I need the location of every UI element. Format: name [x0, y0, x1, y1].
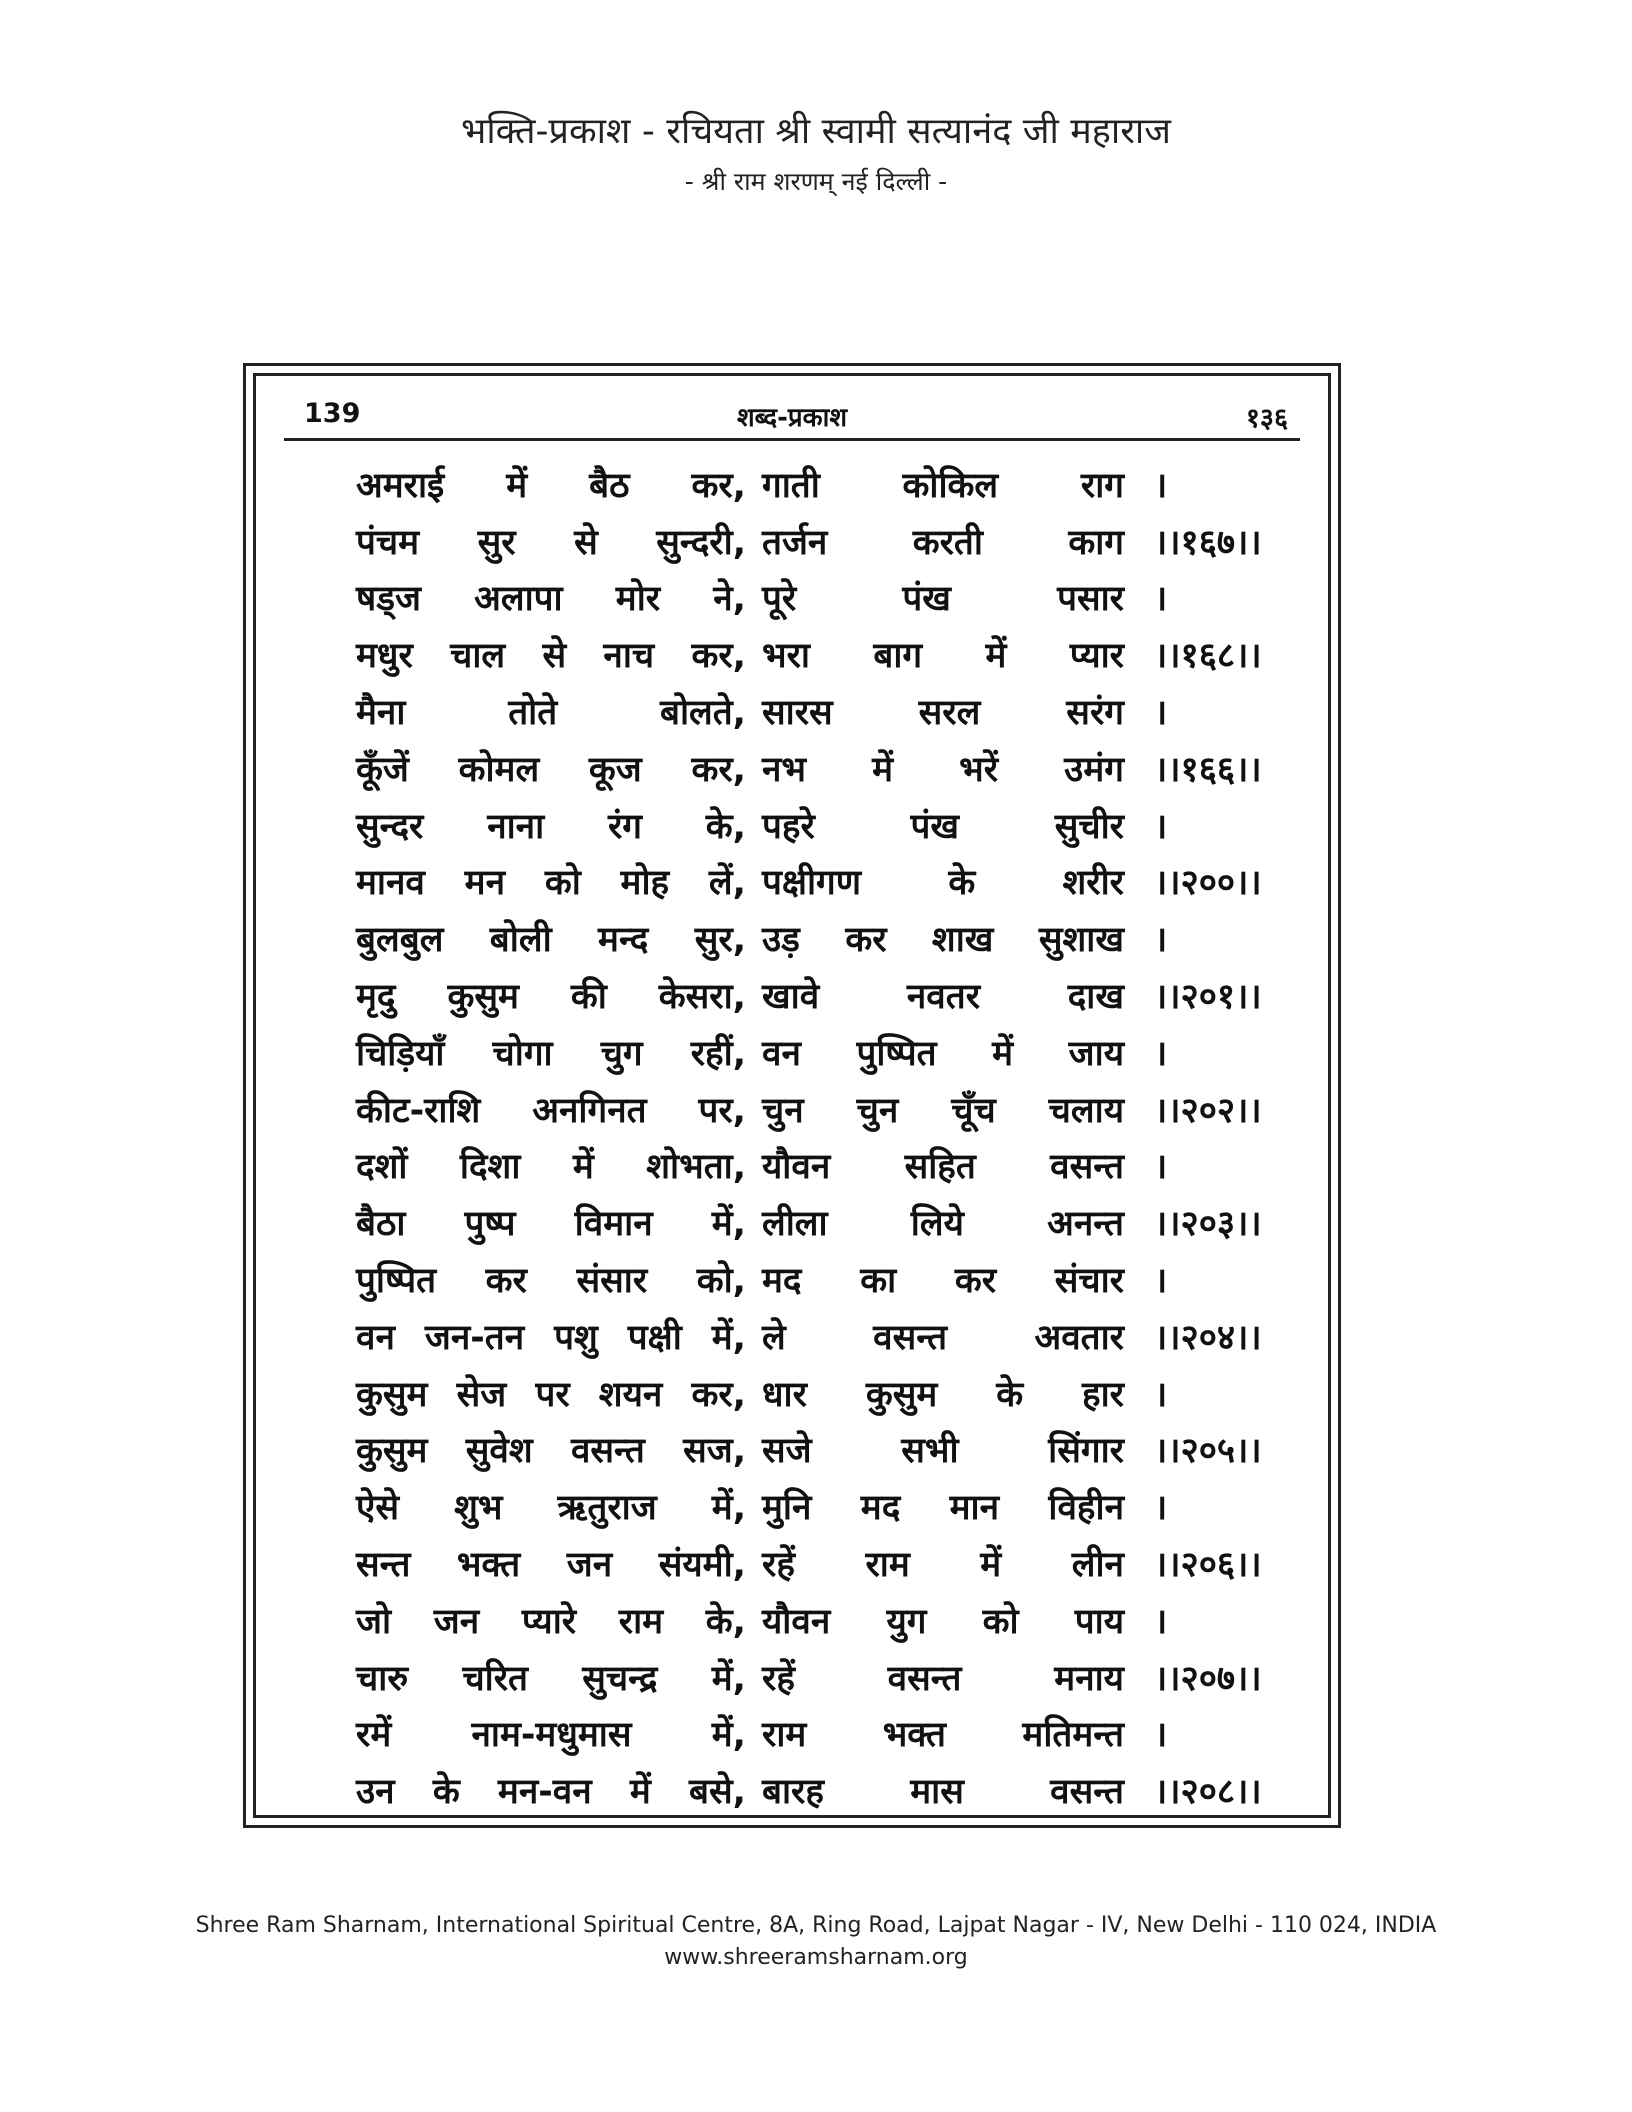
verse-word: कोमल — [458, 749, 540, 790]
verse-word: बैठ — [589, 465, 630, 506]
verse-number: ।।२०८।। — [1154, 1772, 1262, 1813]
verse-word: वसन्त — [1050, 1147, 1124, 1188]
verse-word: कर — [954, 1261, 997, 1302]
verse-word: मोर — [615, 579, 661, 620]
verse-word: विमान — [574, 1204, 653, 1245]
verse-word: सभी — [901, 1431, 959, 1472]
verse-word: के — [948, 863, 976, 904]
verse-number: । — [1154, 579, 1168, 620]
verse-word: सुर, — [694, 920, 746, 961]
verse-word: मानव — [356, 863, 425, 904]
verse-first-half — [356, 1370, 746, 1417]
verse-word: दिशा — [459, 1147, 521, 1188]
verse-word: में — [629, 1772, 651, 1813]
verse-word: करती — [912, 522, 983, 563]
verse-number: ।।२०५।। — [1154, 1431, 1262, 1472]
verse-word: तर्जन — [762, 522, 828, 563]
verse-first-half — [356, 1654, 746, 1701]
verse-word: सुन्दर — [356, 806, 424, 847]
verse-first-half — [356, 1086, 746, 1133]
verse-first-half — [356, 461, 746, 508]
verse-word: मद — [860, 1488, 901, 1529]
verse-word: हार — [1082, 1374, 1124, 1415]
verse-word: मधुर — [356, 636, 413, 677]
verse-word: चोगा — [492, 1033, 553, 1074]
verse-word: जन — [433, 1601, 480, 1642]
verse-word: बारह — [762, 1772, 824, 1813]
verse-word: चरित — [462, 1658, 529, 1699]
verse-word: रहीं, — [690, 1033, 746, 1074]
verse-word: पंख — [902, 579, 951, 620]
verse-word: चलाय — [1048, 1090, 1124, 1131]
verse-second-half — [762, 631, 1124, 678]
verse-word: राग — [1080, 465, 1124, 506]
verse-word: अनन्त — [1047, 1204, 1124, 1245]
verse-word: चिड़ियाँ — [356, 1033, 445, 1074]
verse-word: में — [506, 465, 528, 506]
verse-second-half — [762, 1256, 1124, 1303]
verse-line — [356, 513, 1286, 570]
verse-line — [356, 1308, 1286, 1365]
verse-number: ।।२००।। — [1154, 863, 1262, 904]
verse-second-half — [762, 858, 1124, 905]
verse-word: कीट-राशि — [356, 1090, 481, 1131]
verse-word: को, — [696, 1261, 746, 1302]
verse-first-half — [356, 1199, 746, 1246]
verse-word: कोकिल — [902, 465, 999, 506]
verse-word: बाग — [873, 636, 923, 677]
verse-first-half — [356, 1597, 746, 1644]
verse-word: ऋतुराज — [557, 1488, 657, 1529]
verse-first-half — [356, 1483, 746, 1530]
verse-second-half — [762, 1029, 1124, 1076]
page-frame — [243, 363, 1341, 1828]
verse-word: का — [860, 1261, 897, 1302]
verse-line — [356, 1024, 1286, 1081]
verse-word: बुलबुल — [356, 920, 444, 961]
verse-word: ऐसे — [356, 1488, 400, 1529]
verse-number: । — [1154, 1488, 1168, 1529]
verse-word: चारु — [356, 1658, 409, 1699]
verse-word: मन्द — [598, 920, 649, 961]
verse-line — [356, 740, 1286, 797]
verse-word: अवतार — [1034, 1317, 1124, 1358]
verse-second-half — [762, 574, 1124, 621]
verse-word: पक्षी — [627, 1317, 682, 1358]
verse-word: बसे, — [689, 1772, 746, 1813]
verse-word: शुभ — [454, 1488, 503, 1529]
verse-second-half — [762, 972, 1124, 1019]
verse-word: पक्षीगण — [762, 863, 862, 904]
verse-word: शाख — [931, 920, 994, 961]
publisher-line: - श्री राम शरणम् नई दिल्ली - — [684, 167, 948, 196]
verse-word: पुष्पित — [856, 1033, 937, 1074]
verse-second-half — [762, 1142, 1124, 1189]
verse-number: ।।२०६।। — [1154, 1545, 1262, 1586]
verse-number: ।।२०१।। — [1154, 977, 1262, 1018]
verse-second-half — [762, 1199, 1124, 1246]
verse-word: उड़ — [762, 920, 800, 961]
verse-line — [356, 967, 1286, 1024]
verse-word: कुसुम — [447, 977, 519, 1018]
verse-first-half — [356, 518, 746, 565]
verse-word: धार — [762, 1374, 807, 1415]
verse-word: कुसुम — [356, 1431, 428, 1472]
verse-line — [356, 570, 1286, 627]
verse-word: उन — [356, 1772, 395, 1813]
verse-line — [356, 1478, 1286, 1535]
section-heading: शब्द-प्रकाश — [736, 403, 848, 433]
verse-number: । — [1154, 1261, 1168, 1302]
verse-second-half — [762, 1483, 1124, 1530]
verse-word: मन — [464, 863, 506, 904]
verse-word: लें, — [708, 863, 746, 904]
page-frame-inner — [253, 373, 1331, 1818]
verse-first-half — [356, 688, 746, 735]
verse-number: । — [1154, 920, 1168, 961]
verse-word: पसार — [1057, 579, 1124, 620]
verse-word: ले — [762, 1317, 786, 1358]
verse-number: । — [1154, 1601, 1168, 1642]
verse-word: में, — [711, 1715, 746, 1756]
verse-word: वसन्त — [570, 1431, 645, 1472]
verse-line — [356, 910, 1286, 967]
verse-word: रहें — [762, 1545, 795, 1586]
verse-first-half — [356, 1313, 746, 1360]
verse-word: अलापा — [474, 579, 563, 620]
verse-list — [356, 456, 1286, 1819]
verse-word: मोह — [620, 863, 670, 904]
verse-word: पुष्प — [464, 1204, 516, 1245]
verse-first-half — [356, 1426, 746, 1473]
verse-first-half — [356, 1710, 746, 1757]
verse-line — [356, 1081, 1286, 1138]
document-header — [0, 105, 1632, 198]
verse-number: । — [1154, 1715, 1168, 1756]
verse-line — [356, 1422, 1286, 1479]
verse-word: ने, — [713, 579, 746, 620]
verse-word: शोभता, — [646, 1147, 746, 1188]
verse-number: । — [1154, 465, 1168, 506]
verse-number: । — [1154, 693, 1168, 734]
verse-first-half — [356, 631, 746, 678]
verse-word: कूँजें — [356, 749, 409, 790]
verse-number: ।।२०७।। — [1154, 1658, 1262, 1699]
header-divider — [284, 438, 1300, 441]
verse-word: के — [432, 1772, 460, 1813]
verse-word: गाती — [762, 465, 820, 506]
verse-word: कूज — [588, 749, 642, 790]
verse-word: मैना — [356, 693, 406, 734]
verse-word: वन — [356, 1317, 395, 1358]
verse-word: सुचीर — [1054, 806, 1124, 847]
verse-word: संसार — [576, 1261, 648, 1302]
verse-second-half — [762, 1426, 1124, 1473]
verse-word: पशु — [554, 1317, 598, 1358]
verse-second-half — [762, 461, 1124, 508]
verse-word: खावे — [762, 977, 820, 1018]
verse-word: सिंगार — [1048, 1431, 1124, 1472]
verse-word: पुष्पित — [356, 1261, 437, 1302]
verse-second-half — [762, 518, 1124, 565]
verse-word: पंख — [910, 806, 960, 847]
verse-word: काग — [1068, 522, 1124, 563]
verse-word: कर, — [691, 749, 746, 790]
verse-first-half — [356, 1256, 746, 1303]
verse-line — [356, 626, 1286, 683]
verse-word: में — [980, 1545, 1002, 1586]
verse-line — [356, 1706, 1286, 1763]
verse-word: शयन — [598, 1374, 663, 1415]
verse-word: के, — [705, 806, 746, 847]
verse-word: संयमी, — [658, 1545, 746, 1586]
verse-word: सजे — [762, 1431, 812, 1472]
verse-first-half — [356, 1029, 746, 1076]
verse-number: । — [1154, 1033, 1168, 1074]
verse-number: ।।१६७।। — [1154, 522, 1262, 563]
verse-number: । — [1154, 1147, 1168, 1188]
verse-word: षड्ज — [356, 579, 421, 620]
page-header — [256, 398, 1328, 438]
verse-word: वसन्त — [873, 1317, 948, 1358]
verse-word: तोते — [508, 693, 558, 734]
verse-word: कर, — [691, 636, 746, 677]
verse-word: मन-वन — [497, 1772, 592, 1813]
verse-line — [356, 683, 1286, 740]
verse-line — [356, 1649, 1286, 1706]
verse-word: बोलते, — [659, 693, 746, 734]
verse-number: ।।२०३।। — [1154, 1204, 1262, 1245]
verse-word: शरीर — [1062, 863, 1124, 904]
verse-word: पूरे — [762, 579, 797, 620]
verse-number: । — [1154, 1374, 1168, 1415]
verse-word: में, — [711, 1204, 746, 1245]
verse-second-half — [762, 1370, 1124, 1417]
verse-word: मतिमन्त — [1022, 1715, 1124, 1756]
verse-word: पंचम — [356, 522, 420, 563]
verse-word: से — [574, 522, 598, 563]
verse-word: जो — [356, 1601, 392, 1642]
verse-second-half — [762, 1654, 1124, 1701]
verse-word: वसन्त — [887, 1658, 962, 1699]
verse-word: सुशाख — [1038, 920, 1124, 961]
verse-word: युग — [886, 1601, 927, 1642]
verse-first-half — [356, 1540, 746, 1587]
verse-line — [356, 797, 1286, 854]
verse-word: विहीन — [1048, 1488, 1124, 1529]
verse-word: लीन — [1071, 1545, 1124, 1586]
verse-word: वन — [762, 1033, 801, 1074]
verse-first-half — [356, 972, 746, 1019]
verse-word: की — [570, 977, 607, 1018]
verse-word: नाम-मधुमास — [471, 1715, 632, 1756]
verse-word: प्यार — [1069, 636, 1124, 677]
verse-word: राम — [762, 1715, 807, 1756]
verse-word: राम — [865, 1545, 910, 1586]
verse-word: मद — [762, 1261, 802, 1302]
verse-second-half — [762, 745, 1124, 792]
verse-word: कर, — [691, 465, 746, 506]
verse-word: कर, — [691, 1374, 746, 1415]
verse-word: में — [872, 749, 894, 790]
verse-word: अमराई — [356, 465, 445, 506]
verse-word: वसन्त — [1050, 1772, 1124, 1813]
verse-word: नवतर — [906, 977, 981, 1018]
verse-word: पाय — [1074, 1601, 1124, 1642]
verse-word: दाख — [1067, 977, 1124, 1018]
verse-word: मास — [910, 1772, 964, 1813]
page-footer — [0, 1910, 1632, 1974]
verse-word: भक्त — [456, 1545, 521, 1586]
verse-word: नभ — [762, 749, 807, 790]
verse-word: मुनि — [762, 1488, 812, 1529]
verse-word: सुन्दरी, — [656, 522, 746, 563]
verse-word: सहित — [904, 1147, 976, 1188]
verse-word: चाल — [450, 636, 506, 677]
verse-word: में, — [711, 1488, 746, 1529]
verse-word: कुसुम — [356, 1374, 428, 1415]
verse-word: लीला — [762, 1204, 828, 1245]
verse-second-half — [762, 1710, 1124, 1757]
verse-number: ।।१६६।। — [1154, 749, 1262, 790]
verse-word: चूँच — [951, 1090, 996, 1131]
verse-line — [356, 1762, 1286, 1819]
verse-line — [356, 1535, 1286, 1592]
verse-word: के — [996, 1374, 1024, 1415]
verse-number: ।।१६८।। — [1154, 636, 1262, 677]
verse-first-half — [356, 574, 746, 621]
verse-first-half — [356, 915, 746, 962]
verse-line — [356, 456, 1286, 513]
verse-first-half — [356, 745, 746, 792]
verse-second-half — [762, 1540, 1124, 1587]
verse-word: केसरा, — [658, 977, 746, 1018]
footer-address: Shree Ram Sharnam, International Spiritual Centre, 8A, Ring Road, Lajpat Nagar - IV, New Delhi - 110 024, INDIA — [195, 1913, 1437, 1938]
verse-first-half — [356, 802, 746, 849]
verse-word: सरंग — [1066, 693, 1124, 734]
verse-word: सेज — [456, 1374, 507, 1415]
verse-word: जन-तन — [424, 1317, 525, 1358]
verse-word: कुसुम — [865, 1374, 938, 1415]
verse-word: पर, — [698, 1090, 746, 1131]
verse-word: नाच — [603, 636, 655, 677]
verse-second-half — [762, 1767, 1124, 1814]
verse-word: में — [992, 1033, 1014, 1074]
verse-word: में — [985, 636, 1007, 677]
verse-word: चुन — [762, 1090, 804, 1131]
verse-line — [356, 1138, 1286, 1195]
verse-number: ।।२०४।। — [1154, 1317, 1262, 1358]
verse-second-half — [762, 688, 1124, 735]
verse-line — [356, 1365, 1286, 1422]
verse-line — [356, 854, 1286, 911]
verse-word: सुवेश — [465, 1431, 533, 1472]
verse-word: यौवन — [762, 1147, 831, 1188]
verse-word: पहरे — [762, 806, 815, 847]
verse-word: भक्त — [882, 1715, 947, 1756]
page-number-arabic: 139 — [304, 398, 361, 429]
verse-second-half — [762, 915, 1124, 962]
verse-word: बोली — [489, 920, 552, 961]
verse-word: नाना — [487, 806, 545, 847]
verse-line — [356, 1194, 1286, 1251]
verse-line — [356, 1592, 1286, 1649]
verse-word: अनगिनत — [532, 1090, 647, 1131]
verse-word: रहें — [762, 1658, 795, 1699]
verse-word: सज, — [683, 1431, 746, 1472]
verse-first-half — [356, 1767, 746, 1814]
verse-number: । — [1154, 806, 1168, 847]
verse-word: भरा — [762, 636, 810, 677]
verse-word: के, — [705, 1601, 746, 1642]
verse-word: चुन — [856, 1090, 899, 1131]
verse-word: को — [544, 863, 581, 904]
verse-word: कर — [845, 920, 887, 961]
verse-word: मान — [949, 1488, 1000, 1529]
verse-second-half — [762, 1313, 1124, 1360]
verse-word: जन — [566, 1545, 613, 1586]
verse-word: प्यारे — [521, 1601, 577, 1642]
verse-word: राम — [618, 1601, 664, 1642]
verse-second-half — [762, 802, 1124, 849]
verse-line — [356, 1251, 1286, 1308]
verse-word: सुर — [477, 522, 516, 563]
verse-word: लिये — [910, 1204, 964, 1245]
verse-word: भरें — [959, 749, 999, 790]
verse-word: पर — [535, 1374, 570, 1415]
verse-word: दशों — [356, 1147, 408, 1188]
verse-word: से — [542, 636, 567, 677]
verse-word: यौवन — [762, 1601, 831, 1642]
verse-word: सरल — [918, 693, 981, 734]
verse-word: मनाय — [1054, 1658, 1124, 1699]
footer-website: www.shreeramsharnam.org — [664, 1945, 968, 1970]
verse-word: को — [982, 1601, 1019, 1642]
verse-word: संचार — [1054, 1261, 1124, 1302]
verse-second-half — [762, 1597, 1124, 1644]
verse-word: में — [572, 1147, 594, 1188]
verse-word: उमंग — [1064, 749, 1124, 790]
page-number-devanagari: १३६ — [1245, 403, 1288, 434]
verse-word: मृदु — [356, 977, 396, 1018]
verse-word: में, — [711, 1317, 746, 1358]
verse-word: बैठा — [356, 1204, 406, 1245]
verse-word: सारस — [762, 693, 833, 734]
verse-word: कर — [485, 1261, 527, 1302]
verse-first-half — [356, 858, 746, 905]
verse-second-half — [762, 1086, 1124, 1133]
verse-word: जाय — [1068, 1033, 1124, 1074]
verse-number: ।।२०२।। — [1154, 1090, 1262, 1131]
verse-word: सुचन्द्र — [582, 1658, 658, 1699]
verse-word: में, — [711, 1658, 746, 1699]
verse-word: रमें — [356, 1715, 392, 1756]
book-title: भक्ति-प्रकाश - रचियता श्री स्वामी सत्यानंद जी महाराज — [461, 111, 1171, 152]
verse-word: सन्त — [356, 1545, 411, 1586]
verse-word: रंग — [607, 806, 642, 847]
verse-word: चुग — [600, 1033, 643, 1074]
verse-first-half — [356, 1142, 746, 1189]
